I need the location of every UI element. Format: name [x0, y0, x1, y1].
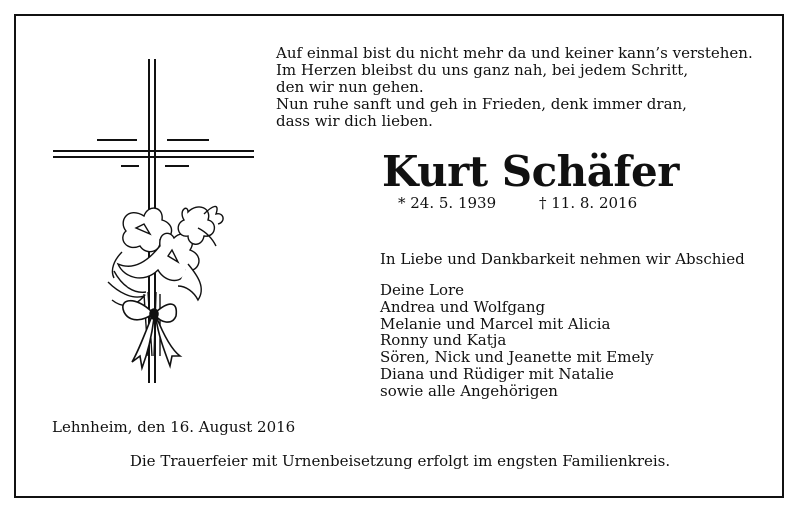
- mourner-item: Sören, Nick und Jeanette mit Emely: [380, 348, 654, 367]
- poem-line: Nun ruhe sanft und geh in Frieden, denk immer dran,: [276, 95, 687, 113]
- poem-line: dass wir dich lieben.: [276, 112, 433, 130]
- mourner-item: Andrea und Wolfgang: [380, 297, 546, 316]
- poem: [276, 45, 753, 130]
- mourner-item: Diana und Rüdiger mit Natalie: [380, 364, 614, 383]
- mourner-item: Deine Lore: [380, 281, 465, 299]
- deceased-name: Kurt Schäfer: [382, 147, 679, 196]
- death-date: † 11. 8. 2016: [539, 194, 638, 212]
- funeral-notice: Die Trauerfeier mit Urnenbeisetzung erfolgt im engsten Familienkreis.: [129, 452, 671, 470]
- cross-with-lilies-icon: [48, 56, 258, 390]
- birth-date: * 24. 5. 1939: [398, 194, 497, 212]
- mourner-item: Melanie und Marcel mit Alicia: [380, 314, 611, 333]
- poem-line: Auf einmal bist du nicht mehr da und keiner kann’s verstehen.: [276, 44, 753, 62]
- mourner-item: sowie alle Angehörigen: [380, 381, 558, 400]
- poem-line: Im Herzen bleibst du uns ganz nah, bei jedem Schritt,: [276, 61, 689, 79]
- farewell-line: In Liebe und Dankbarkeit nehmen wir Abschied: [380, 250, 745, 268]
- poem-line: den wir nun gehen.: [276, 78, 424, 96]
- place-and-date: Lehnheim, den 16. August 2016: [52, 418, 296, 436]
- mourner-item: Ronny und Katja: [380, 331, 507, 350]
- mourners-list: [380, 282, 654, 400]
